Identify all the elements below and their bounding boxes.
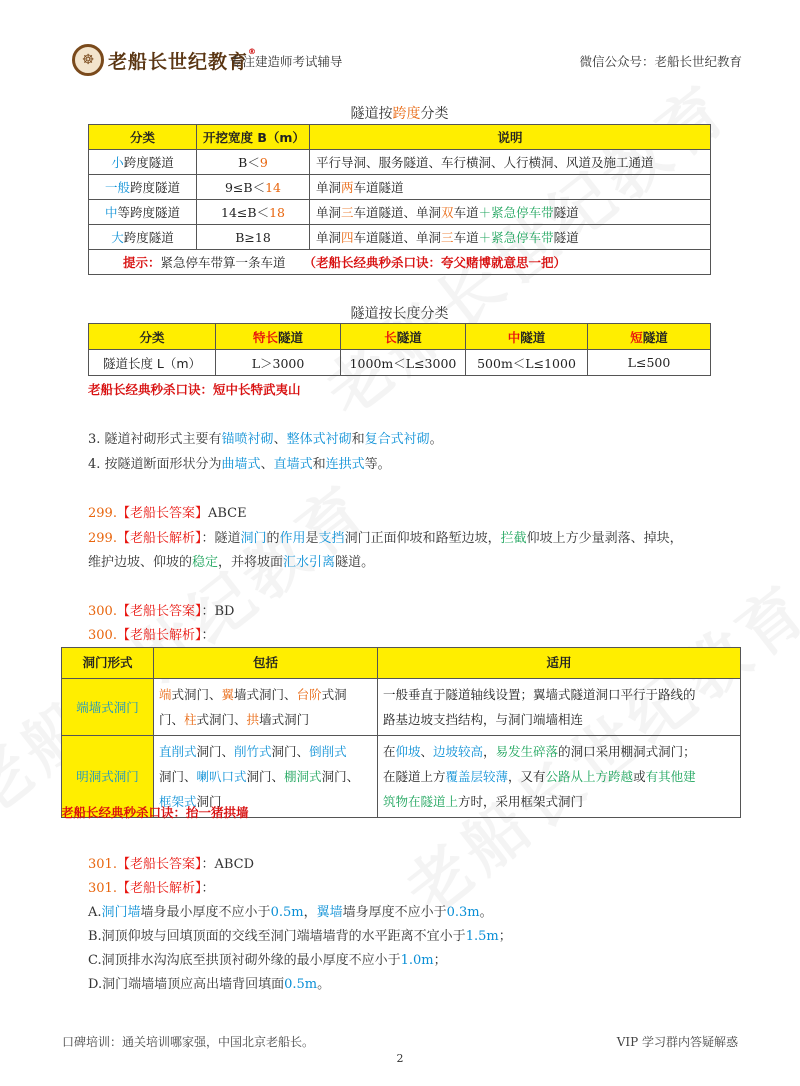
q299-explanation: 299.【老船长解析】：隧道洞门的作用是支挡洞门正面仰坡和路堑边坡，拦截仰坡上方少量剥落、掉块， (88, 531, 683, 546)
table-header: 适用 (378, 648, 741, 679)
table-note-row: 提示：紧急停车带算一条车道 （老船长经典秒杀口诀：夸父赌博就意思一把） (89, 250, 711, 275)
helm-icon: ☸ (72, 44, 104, 76)
q301-option-c: C.洞顶排水沟沟底至拱顶衬砌外缘的最小厚度不应小于1.0m； (88, 953, 447, 968)
table-header: 长隧道 (341, 324, 466, 350)
footer-right: VIP 学习群内答疑解惑 (616, 1035, 738, 1049)
table-header: 包括 (154, 648, 378, 679)
table-row: 端墙式洞门 端式洞门、翼墙式洞门、台阶式洞 门、柱式洞门、拱墙式洞门 一般垂直于隧道轴线设置；翼墙式隧道洞口平行于路线的 路基边坡支挡结构，与洞门端墙相连 (62, 679, 741, 736)
table-row: 大跨度隧道 B≥18 单洞四车道隧道、单洞三车道＋紧急停车带隧道 (89, 225, 711, 250)
header-subtitle: 专注建造师考试辅导 (230, 54, 343, 69)
q300-answer: 300.【老船长答案】：BD (88, 604, 235, 619)
item-4: 4. 按隧道断面形状分为曲墙式、直墙式和连拱式等。 (88, 457, 391, 472)
header-wechat: 微信公众号：老船长世纪教育 (579, 54, 742, 69)
table-header: 分类 (89, 125, 197, 150)
item-3: 3. 隧道衬砌形式主要有锚喷衬砌、整体式衬砌和复合式衬砌。 (88, 432, 443, 447)
table-row: 中等跨度隧道 14≤B＜18 单洞三车道隧道、单洞双车道＋紧急停车带隧道 (89, 200, 711, 225)
table-header: 分类 (89, 324, 216, 350)
table-row: 一般跨度隧道 9≤B＜14 单洞两车道隧道 (89, 175, 711, 200)
table-row: 小跨度隧道 B＜9 平行导洞、服务隧道、车行横洞、人行横洞、风道及施工通道 (89, 150, 711, 175)
table2-caption: 隧道按长度分类 (350, 306, 449, 322)
table-header: 开挖宽度 B（m） (197, 125, 310, 150)
table-header: 特长隧道 (216, 324, 341, 350)
table-header: 洞门形式 (62, 648, 154, 679)
table1-caption: 隧道按跨度分类 (350, 106, 449, 122)
q301-explanation: 301.【老船长解析】： (88, 881, 215, 896)
portal-form-table (61, 647, 741, 818)
q301-option-d: D.洞门端墙墙顶应高出墙背回填面0.5m。 (88, 977, 331, 992)
q301-option-a: A.洞门墙墙身最小厚度不应小于0.5m，翼墙墙身厚度不应小于0.3m。 (88, 905, 493, 920)
length-classification-table (88, 323, 711, 376)
table-header: 短隧道 (588, 324, 711, 350)
table-row: 明洞式洞门 直削式洞门、削竹式洞门、倒削式 洞门、喇叭口式洞门、棚洞式洞门、 框架式洞门 在仰坡、边坡较高，易发生碎落的洞口采用棚洞式洞门； 在隧道上方覆盖层较薄，又有公路从上方跨越或有其他建 筑物在隧道上方时，采用框架式洞门 (62, 736, 741, 818)
page-header (72, 44, 742, 84)
q301-option-b: B.洞顶仰坡与回填顶面的交线至洞门端墙墙背的水平距离不宜小于1.5m； (88, 929, 512, 944)
table-header: 说明 (310, 125, 711, 150)
footer-left: 口碑培训：通关培训哪家强，中国北京老船长。 (62, 1035, 315, 1049)
q300-explanation: 300.【老船长解析】： (88, 628, 215, 643)
page-number: 2 (396, 1052, 404, 1065)
q301-answer: 301.【老船长答案】：ABCD (88, 857, 255, 872)
span-classification-table (88, 124, 711, 275)
q299-answer: 299.【老船长答案】ABCE (88, 506, 247, 521)
logo-text: 老船长世纪教育® (108, 46, 258, 73)
table-row: 隧道长度 L（m） L＞3000 1000m＜L≤3000 500m＜L≤1000 L≤500 (89, 350, 711, 376)
length-mnemonic: 老船长经典秒杀口诀：短中长特武夷山 (88, 382, 301, 397)
q299-explanation-cont: 维护边坡、仰坡的稳定，并将坡面汇水引离隧道。 (88, 555, 375, 570)
table-header: 中隧道 (466, 324, 588, 350)
portal-mnemonic: 老船长经典秒杀口诀：抬一猪拱墙 (61, 805, 249, 820)
